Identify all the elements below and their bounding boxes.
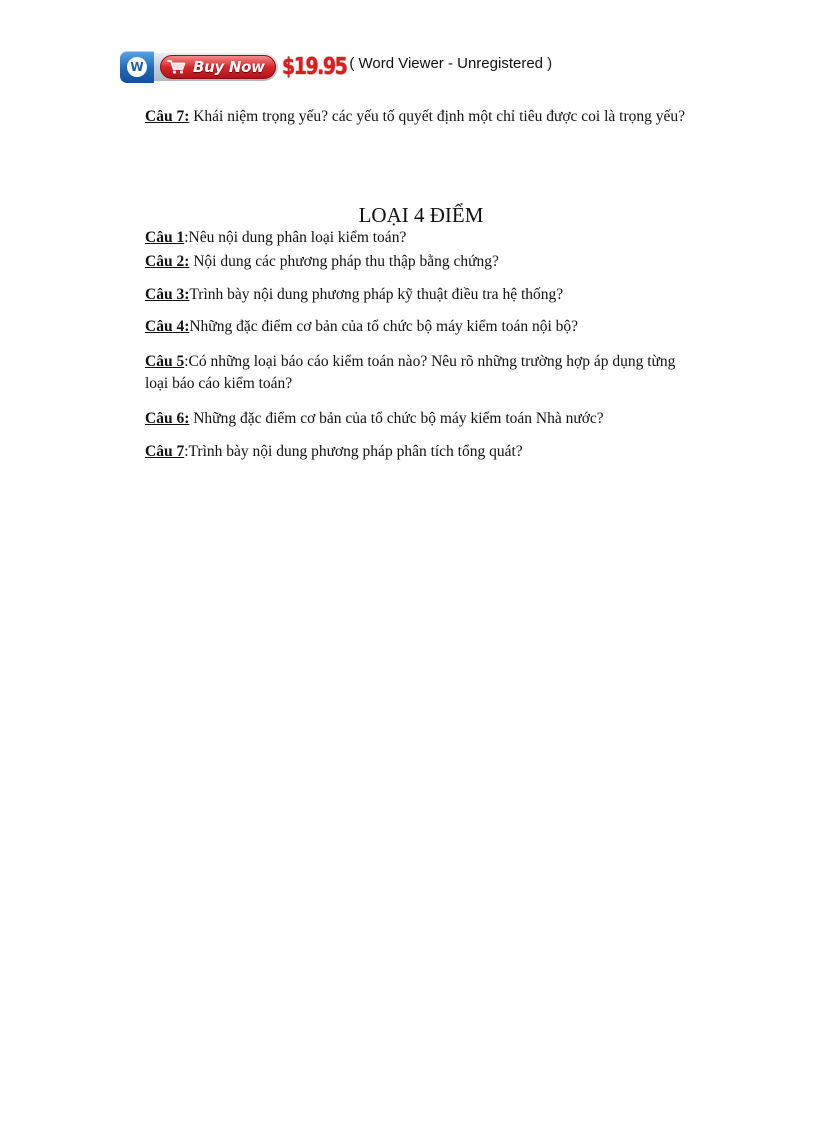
question-text: Khái niệm trọng yếu? các yếu tố quyết định một chỉ tiêu được coi là trọng yếu? xyxy=(189,108,686,125)
intro-question xyxy=(145,106,697,128)
question-3 xyxy=(145,284,697,306)
question-label: Câu 1 xyxy=(145,229,185,246)
viewer-unregistered-note: ( Word Viewer - Unregistered ) xyxy=(349,54,553,72)
word-viewer-banner xyxy=(120,50,552,84)
question-text: Trình bày nội dung phương pháp kỹ thuật điều tra hệ thống? xyxy=(189,286,564,303)
shopping-cart-icon xyxy=(167,59,187,75)
question-label: Câu 6: xyxy=(145,410,190,427)
question-2 xyxy=(145,251,697,273)
section-title: LOẠI 4 ĐIỂM xyxy=(358,203,484,227)
question-label: Câu 2: xyxy=(145,253,190,270)
question-label: Câu 3: xyxy=(145,286,190,303)
question-5 xyxy=(145,351,697,395)
question-1 xyxy=(145,227,697,249)
buy-now-label: Buy Now xyxy=(193,58,265,76)
question-text: Những đặc điểm cơ bản của tổ chức bộ máy kiểm toán Nhà nước? xyxy=(189,410,604,427)
question-text: :Có những loại báo cáo kiểm toán nào? Nêu rõ những trường hợp áp dụng từng loại báo cáo kiểm toán? xyxy=(145,353,676,392)
word-logo-icon: W xyxy=(127,57,147,77)
question-text: :Nêu nội dung phân loại kiểm toán? xyxy=(184,229,407,246)
question-text: Những đặc điểm cơ bản của tổ chức bộ máy kiểm toán nội bộ? xyxy=(189,318,579,335)
question-label: Câu 7 xyxy=(145,443,185,460)
buy-now-button[interactable] xyxy=(160,55,276,79)
question-text: :Trình bày nội dung phương pháp phân tích tổng quát? xyxy=(184,443,523,460)
question-label: Câu 4: xyxy=(145,318,190,335)
word-viewer-logo[interactable] xyxy=(120,51,154,83)
question-label: Câu 7: xyxy=(145,108,190,125)
question-4 xyxy=(145,316,697,338)
question-6 xyxy=(145,408,697,430)
question-text: Nội dung các phương pháp thu thập bằng chứng? xyxy=(189,253,499,270)
buy-now-track xyxy=(152,53,278,81)
price-tag[interactable]: $19.95 xyxy=(282,53,347,81)
question-label: Câu 5 xyxy=(145,353,185,370)
question-7 xyxy=(145,441,697,463)
